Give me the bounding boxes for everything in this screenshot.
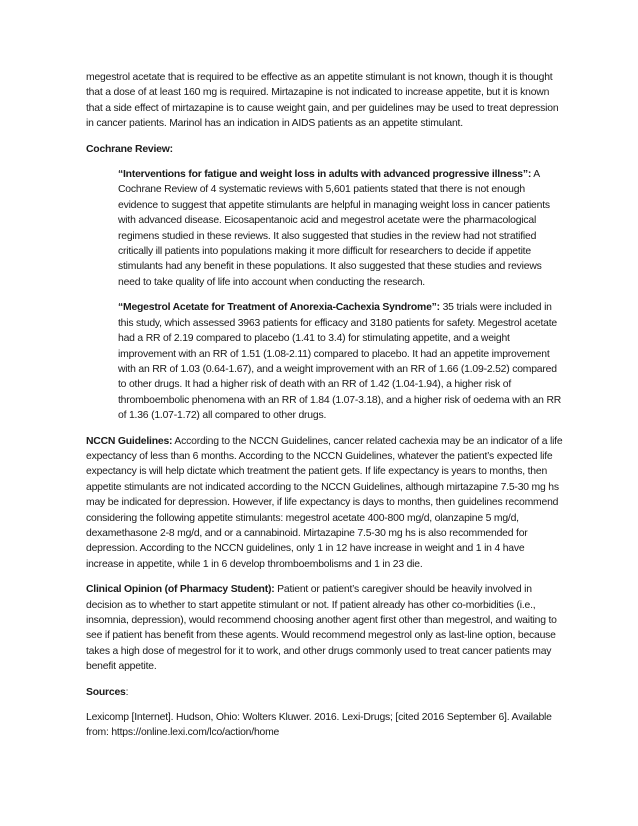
nccn-paragraph <box>86 434 564 573</box>
review-2-body: 35 trials were included in this study, which assessed 3963 patients for efficacy and 3180 patients for safety. Megestrol acetate had a RR of 2.19 compared to placebo (1.41 to 3.4) for stimulating appetite, and a weight improvement with an RR of 1.51 (1.08-2.11) compared to placebo. It had an appetite improvement with an RR of 1.03 (0.64-1.67), and a weight improvement with an RR of 1.66 (1.09-2.52) compared to other drugs. It had a higher risk of death with an RR of 1.42 (1.04-1.94), a higher risk of thromboembolic phenomena with an RR of 1.84 (1.07-3.18), and a higher risk of oedema with an RR of 1.36 (1.07-1.72) all compared to other drugs. <box>118 302 562 422</box>
review-1-title: “Interventions for fatigue and weight loss in adults with advanced progressive illness”: <box>118 169 532 181</box>
sources-heading-text: Sources <box>86 686 126 698</box>
review-1-body: A Cochrane Review of 4 systematic reviews with 5,601 patients stated that there is not enough evidence to suggest that appetite stimulants are helpful in managing weight loss in cancer patients with advanced disease. Eicosapentanoic acid and megestrol acetate were the pharmacological regimens studied in these reviews. It also suggested that studies in the review had not stratified critically ill patients into populations making it more difficult for researchers to decide if appetite stimulants had any benefit in these populations. It also suggested that these studies and reviews need to take quality of life into account when conducting the research. <box>118 169 550 288</box>
cochrane-review-2 <box>118 300 564 423</box>
cochrane-heading-text: Cochrane Review: <box>86 143 173 155</box>
nccn-body: According to the NCCN Guidelines, cancer related cachexia may be an indicator of a life expectancy of less than 6 months. According to the NCCN Guidelines, whatever the patient’s expected life expectancy is will help dictate which treatment the patient gets. If life expectancy is years to months, then appetite stimulants are not indicated according to the NCCN Guidelines, although mirtazapine 7.5-30 mg hs may be indicated for depression. However, if life expectancy is days to months, then guidelines recommend considering the following appetite stimulants: megestrol acetate 400-800 mg/d, olanzapine 5 mg/d, dexamethasone 2-8 mg/d, and or a cannabinoid. Mirtazapine 7.5-30 mg hs is also recommended for depression. According to the NCCN guidelines, only 1 in 12 have increase in weight and 1 in 4 have increase in appetite, while 1 in 6 develop thromboembolisms and 1 in 23 die. <box>86 435 563 570</box>
document-page <box>86 70 564 741</box>
source-citation: Lexicomp [Internet]. Hudson, Ohio: Wolters Kluwer. 2016. Lexi-Drugs; [cited 2016 September 6]. Available from: https://online.lexi.com/lco/action/home <box>86 712 552 739</box>
clinical-opinion-paragraph <box>86 582 564 674</box>
clinical-opinion-label: Clinical Opinion (of Pharmacy Student): <box>86 584 275 596</box>
cochrane-heading <box>86 142 564 157</box>
sources-heading <box>86 685 564 700</box>
nccn-label: NCCN Guidelines: <box>86 435 173 447</box>
clinical-opinion-body: Patient or patient’s caregiver should be heavily involved in decision as to whether to start appetite stimulant or not. If patient already has other co-morbidities (i.e., insomnia, depression), would recommend choosing another agent first other than megestrol, and waiting to see if patient has benefit from these agents. Would recommend megestrol only as last-line option, because takes a high dose of megestrol for it to work, and other drugs commonly used to treat cancer patients may benefit appetite. <box>86 584 557 673</box>
sources-heading-colon: : <box>125 686 129 698</box>
intro-paragraph: megestrol acetate that is required to be effective as an appetite stimulant is not known, though it is thought that a dose of at least 160 mg is required. Mirtazapine is not indicated to increase appetite, but it is known that a side effect of mirtazapine is to cause weight gain, and per guidelines may be used to treat depression in cancer patients. Marinol has an indication in AIDS patients as an appetite stimulant. <box>86 72 559 130</box>
review-2-title: “Megestrol Acetate for Treatment of Anorexia-Cachexia Syndrome”: <box>118 302 440 314</box>
cochrane-review-1 <box>118 167 564 290</box>
